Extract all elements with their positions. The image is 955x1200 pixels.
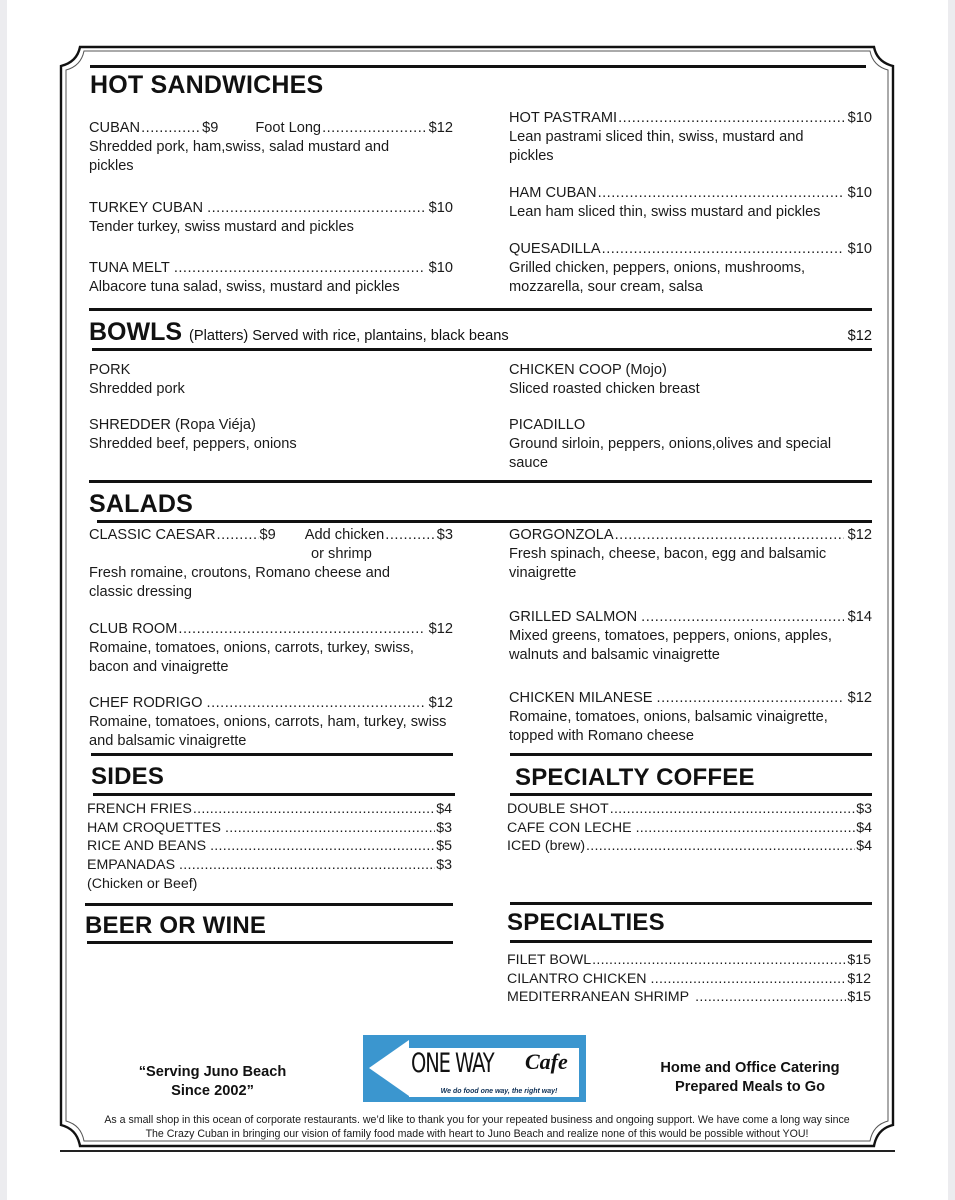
- dot-leader: [207, 694, 425, 713]
- list-item: [87, 856, 452, 875]
- menu-item: [89, 199, 453, 237]
- item-name: CLASSIC CAESAR: [89, 527, 216, 543]
- list-item: [507, 970, 871, 989]
- dot-leader: [615, 526, 844, 545]
- item-price: $9: [202, 120, 219, 136]
- thank-you-note: [64, 1114, 890, 1141]
- item-price: $4: [856, 838, 872, 855]
- page-edge-left: [0, 0, 7, 1200]
- section-header-bowls: [89, 318, 872, 347]
- dot-leader: [385, 526, 435, 545]
- dot-leader: [193, 800, 435, 819]
- item-description: Shredded pork: [89, 381, 185, 397]
- list-note: (Chicken or Beef): [87, 875, 198, 892]
- menu-item: [89, 526, 453, 602]
- item-price: $5: [436, 838, 452, 855]
- one-way-cafe-logo: [363, 1035, 586, 1102]
- item-description: Lean pastrami sliced thin, swiss, mustard and pickles: [509, 129, 804, 164]
- item-name: RICE AND BEANS: [87, 838, 207, 855]
- list-item: [507, 800, 872, 819]
- sides-list: [87, 800, 452, 894]
- dot-leader: [598, 184, 844, 203]
- divider: [510, 940, 872, 943]
- menu-item: [509, 416, 869, 473]
- item-price: $10: [847, 241, 872, 257]
- item-price: $12: [847, 690, 872, 706]
- item-description: Albacore tuna salad, swiss, mustard and pickles: [89, 279, 400, 295]
- item-description: Lean ham sliced thin, swiss mustard and pickles: [509, 204, 821, 220]
- divider: [93, 793, 455, 796]
- page-edge-right: [948, 0, 955, 1200]
- list-item: [507, 988, 871, 1007]
- dot-leader: [322, 119, 425, 138]
- menu-item: [509, 608, 872, 665]
- dot-leader: [695, 988, 846, 1007]
- coffee-list: [507, 800, 872, 856]
- item-description: Romaine, tomatoes, onions, balsamic vinaigrette, topped with Romano cheese: [509, 709, 828, 744]
- item-description: Sliced roasted chicken breast: [509, 381, 700, 397]
- section-title-salads: SALADS: [89, 490, 193, 518]
- thank-you-line: The Crazy Cuban in bringing our vision of family food made with heart to Juno Beach and realize none of this would be possible without YOU!: [145, 1127, 809, 1140]
- item-name: PORK: [89, 362, 131, 378]
- divider: [89, 480, 872, 483]
- item-name: TURKEY CUBAN: [89, 200, 204, 216]
- item-price: $10: [847, 110, 872, 126]
- section-title-bowls: BOWLS: [89, 318, 183, 346]
- thank-you-line: As a small shop in this ocean of corporate restaurants. we’d like to thank you for your repeated business and ongoing support. We have come a long way since: [104, 1114, 850, 1126]
- divider: [89, 308, 872, 311]
- item-description: Grilled chicken, peppers, onions, mushrooms, mozzarella, sour cream, salsa: [509, 260, 806, 295]
- item-price: $4: [436, 801, 452, 817]
- item-price: $15: [847, 989, 871, 1006]
- item-description: Romaine, tomatoes, onions, carrots, turkey, swiss, bacon and vinaigrette: [89, 640, 414, 675]
- item-price: $14: [847, 609, 872, 625]
- dot-leader: [217, 526, 259, 545]
- dot-leader: [641, 608, 844, 627]
- item-price: $10: [847, 185, 872, 201]
- menu-item: [509, 526, 872, 583]
- menu-item: [509, 689, 872, 746]
- list-item: [507, 819, 872, 838]
- item-price: $9: [259, 527, 276, 543]
- menu-item: [509, 109, 872, 166]
- item-description: Shredded pork, ham,swiss, salad mustard and pickles: [89, 139, 390, 174]
- list-item: [87, 800, 452, 819]
- menu-item: [509, 361, 869, 399]
- divider: [510, 793, 872, 796]
- item-price: $15: [847, 952, 871, 968]
- divider: [92, 348, 872, 351]
- item-variant-price: $12: [428, 120, 453, 136]
- item-name: HAM CUBAN: [509, 185, 597, 201]
- menu-item: [89, 694, 453, 751]
- item-name: EMPANADAS: [87, 857, 176, 874]
- section-title-hot-sandwiches: HOT SANDWICHES: [90, 71, 324, 99]
- dot-leader: [210, 837, 435, 856]
- item-price: $3: [436, 857, 452, 874]
- dot-leader: [651, 970, 847, 989]
- divider: [85, 903, 453, 906]
- list-item: [87, 819, 452, 838]
- addon-note: or shrimp: [311, 546, 372, 562]
- item-name: FRENCH FRIES: [87, 801, 192, 817]
- item-name: TUNA MELT: [89, 260, 170, 276]
- item-name: CHEF RODRIGO: [89, 695, 203, 711]
- item-description: Mixed greens, tomatoes, peppers, onions, apples, walnuts and balsamic vinaigrette: [509, 628, 832, 663]
- item-price: $12: [428, 621, 453, 637]
- item-name: DOUBLE SHOT: [507, 801, 609, 817]
- section-title-beer-or-wine: BEER OR WINE: [85, 912, 267, 939]
- catering-info: [640, 1059, 860, 1097]
- item-name: GRILLED SALMON: [509, 609, 638, 625]
- dot-leader: [657, 689, 844, 708]
- menu-item: [89, 620, 453, 677]
- item-price: $10: [428, 200, 453, 216]
- divider: [97, 520, 872, 523]
- item-name: CAFE CON LECHE: [507, 819, 632, 836]
- item-price: $12: [847, 970, 871, 987]
- menu-item: [89, 259, 453, 297]
- item-variant-name: Foot Long: [255, 120, 322, 136]
- item-name: QUESADILLA: [509, 241, 601, 257]
- item-name: MEDITERRANEAN SHRIMP: [507, 989, 690, 1006]
- divider: [90, 65, 866, 68]
- list-item: [507, 951, 871, 970]
- item-price: $10: [428, 260, 453, 276]
- item-name: CUBAN: [89, 120, 141, 136]
- logo-word-one-way: ONE WAY: [411, 1047, 494, 1079]
- item-name: CHICKEN COOP (Mojo): [509, 362, 667, 378]
- item-name: CLUB ROOM: [89, 621, 178, 637]
- item-description: Fresh spinach, cheese, bacon, egg and balsamic vinaigrette: [509, 546, 827, 581]
- dot-leader: [602, 240, 844, 259]
- section-title-specialty-coffee: SPECIALTY COFFEE: [515, 764, 755, 791]
- item-name: FILET BOWL: [507, 952, 592, 968]
- divider: [91, 753, 453, 756]
- item-price: $12: [847, 527, 872, 543]
- item-name: CHICKEN MILANESE: [509, 690, 653, 706]
- dot-leader: [225, 819, 435, 838]
- dot-leader: [141, 119, 201, 138]
- section-price: $12: [847, 328, 872, 344]
- dot-leader: [174, 259, 425, 278]
- section-title-sides: SIDES: [91, 763, 165, 790]
- item-price: $4: [856, 819, 872, 836]
- menu-item: [89, 119, 453, 176]
- item-name: PICADILLO: [509, 417, 586, 433]
- item-price: $12: [428, 695, 453, 711]
- dot-leader: [207, 199, 425, 218]
- list-item: [87, 837, 452, 856]
- addon-price: $3: [436, 527, 453, 543]
- dot-leader: [592, 951, 846, 970]
- item-name: HAM CROQUETTES: [87, 819, 221, 836]
- item-description: Shredded beef, peppers, onions: [89, 436, 297, 452]
- addon-name: Add chicken: [304, 527, 385, 543]
- section-subtitle: (Platters) Served with rice, plantains, black beans: [189, 328, 509, 344]
- dot-leader: [178, 620, 424, 639]
- tagline-line: Since 2002”: [171, 1083, 254, 1099]
- item-name: CILANTRO CHICKEN: [507, 970, 647, 987]
- dot-leader: [179, 856, 435, 875]
- dot-leader: [586, 837, 855, 856]
- item-name: GORGONZOLA: [509, 527, 614, 543]
- divider: [510, 753, 872, 756]
- item-name: HOT PASTRAMI: [509, 110, 618, 126]
- item-name: SHREDDER (Ropa Viéja): [89, 417, 256, 433]
- catering-line: Home and Office Catering: [660, 1060, 840, 1076]
- item-description: Fresh romaine, croutons, Romano cheese and classic dressing: [89, 565, 390, 600]
- logo-word-cafe: Cafe: [525, 1049, 568, 1074]
- catering-line: Prepared Meals to Go: [674, 1079, 826, 1095]
- item-description: Tender turkey, swiss mustard and pickles: [89, 219, 354, 235]
- dot-leader: [618, 109, 844, 128]
- dot-leader: [636, 819, 856, 838]
- menu-item: [89, 416, 449, 454]
- item-price: $3: [436, 819, 452, 836]
- list-item: [507, 837, 872, 856]
- tagline-serving: [120, 1063, 305, 1101]
- section-title-specialties: SPECIALTIES: [507, 909, 665, 936]
- divider: [510, 902, 872, 905]
- tagline-line: “Serving Juno Beach: [138, 1064, 287, 1080]
- item-price: $3: [856, 801, 872, 817]
- menu-item: [509, 184, 872, 222]
- specialties-list: [507, 951, 871, 1007]
- item-description: Romaine, tomatoes, onions, carrots, ham, turkey, swiss and balsamic vinaigrette: [89, 714, 447, 749]
- dot-leader: [610, 800, 856, 819]
- item-name: ICED (brew): [507, 838, 586, 855]
- menu-item: [509, 240, 872, 297]
- item-description: Ground sirloin, peppers, onions,olives and special sauce: [509, 436, 832, 471]
- logo-brand: [411, 1048, 579, 1078]
- menu-item: [89, 361, 449, 399]
- logo-tagline: We do food one way, the right way!: [440, 1088, 558, 1095]
- divider: [87, 941, 453, 944]
